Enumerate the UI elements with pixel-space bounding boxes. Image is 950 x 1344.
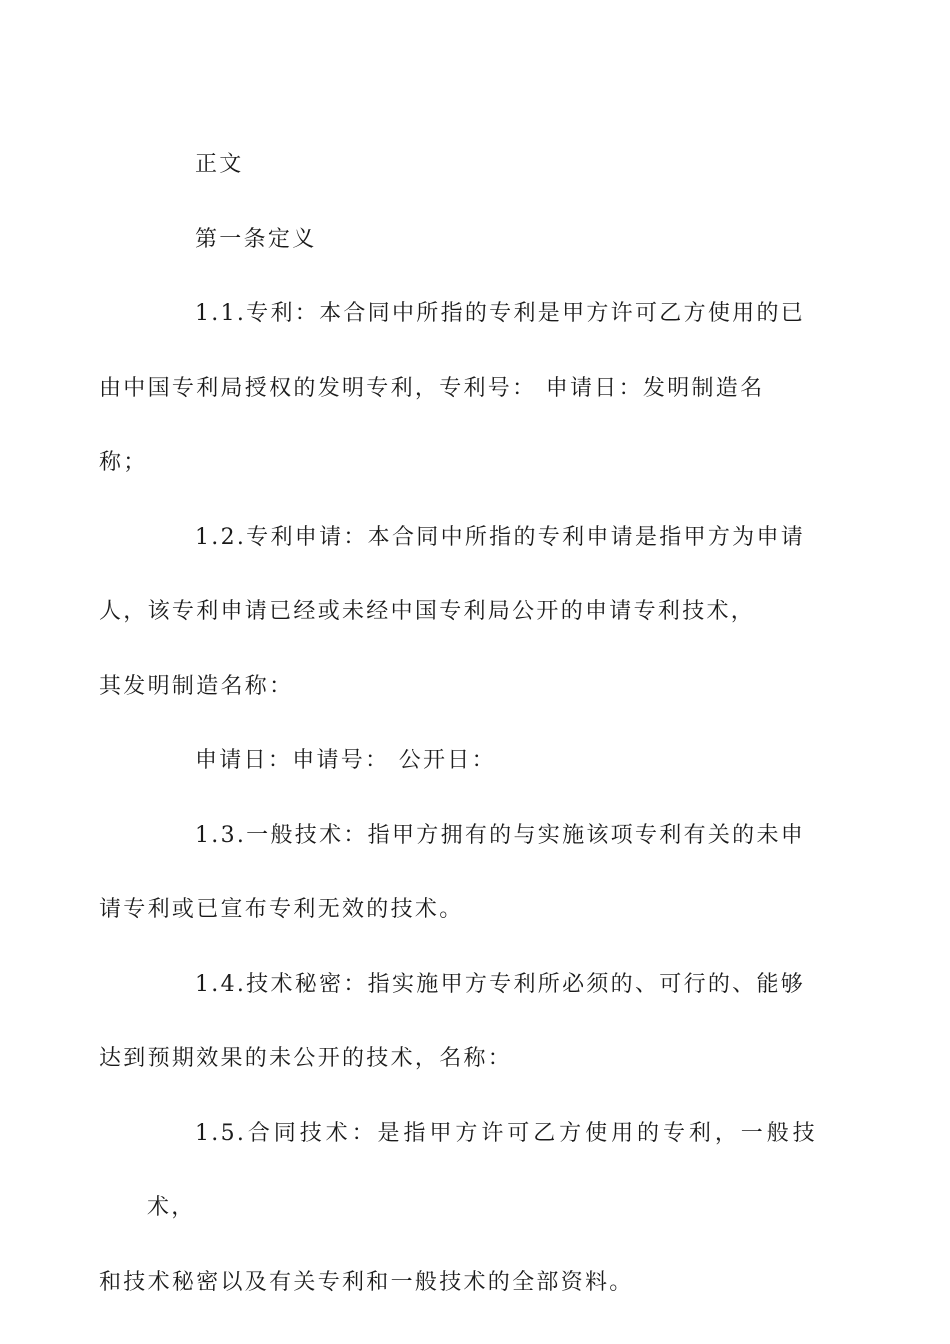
text-line: 正文 bbox=[195, 152, 244, 177]
text-line: 第一条定义 bbox=[195, 226, 317, 252]
text-line: 申请日：申请号： 公开日： bbox=[195, 748, 496, 773]
text-line: 由中国专利局授权的发明专利，专利号： 申请日：发明制造名 bbox=[99, 375, 765, 401]
text-line: 1.5.合同技术：是指甲方许可乙方使用的专利，一般技术， bbox=[147, 1120, 817, 1220]
paragraph-1-1 bbox=[99, 277, 817, 501]
paragraph-1-2 bbox=[99, 501, 817, 725]
text-line: 和技术秘密以及有关专利和一般技术的全部资料。 bbox=[99, 1269, 634, 1295]
text-line: 1.4.技术秘密：指实施甲方专利所必须的、可行的、能够 bbox=[195, 971, 806, 997]
text-line: 1.2.专利申请：本合同中所指的专利申请是指甲方为申请 bbox=[195, 524, 806, 550]
text-line: 称； bbox=[99, 450, 148, 475]
paragraph-application-info bbox=[147, 724, 817, 799]
paragraph-article-1-title bbox=[147, 203, 817, 278]
text-line: 达到预期效果的未公开的技术，名称： bbox=[99, 1046, 513, 1071]
text-line: 其发明制造名称： bbox=[99, 673, 294, 699]
text-line: 1.1.专利：本合同中所指的专利是甲方许可乙方使用的已 bbox=[195, 301, 806, 326]
paragraph-1-5 bbox=[99, 1097, 817, 1321]
text-line: 请专利或已宣布专利无效的技术。 bbox=[99, 897, 464, 922]
text-line: 1.3.一般技术：指甲方拥有的与实施该项专利有关的未申 bbox=[195, 822, 806, 848]
paragraph-1-3 bbox=[99, 799, 817, 948]
paragraph-heading-body bbox=[147, 128, 817, 203]
document-body bbox=[99, 128, 817, 1320]
paragraph-1-4 bbox=[99, 948, 817, 1097]
text-line: 人，该专利申请已经或未经中国专利局公开的申请专利技术， bbox=[99, 599, 756, 624]
